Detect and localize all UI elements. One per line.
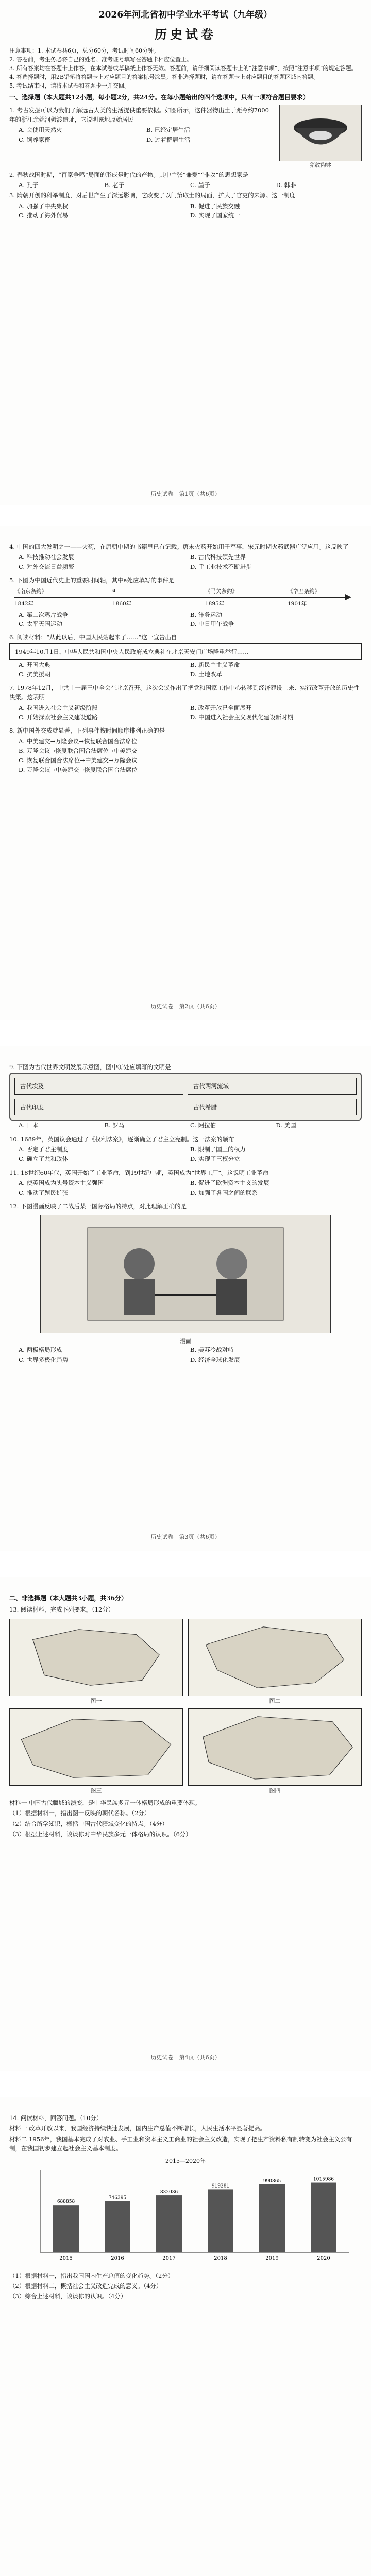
- question-4: 4. 中国的四大发明之一——火药，在唐朝中期的书籍里已有记载。唐末火药开始用于军事，宋元时期火药武器广泛应用。这反映了: [9, 543, 349, 550]
- bar: [259, 2184, 285, 2252]
- bar: [53, 2205, 79, 2252]
- option: A. 中美建交→万隆会议→恢复联合国合法席位: [19, 737, 138, 745]
- option: A. 开国大典: [19, 661, 50, 669]
- x-tick-label: 2018: [214, 2255, 227, 2261]
- question-ask: （2）根据材料二，概括社会主义改造完成的意义。（4分）: [9, 2282, 162, 2290]
- option: C. 阿拉伯: [190, 1122, 216, 1129]
- notice-line: 4. 答选择题时，用2B铅笔将答题卡上对应题目的答案标号涂黑；答非选择题时，请在答题卡上对应题目的答题区域内答题。: [9, 74, 319, 81]
- option: D. 韩非: [276, 181, 296, 189]
- option: C. 墨子: [190, 181, 210, 189]
- question-9: 9. 下图为古代世界文明发展示意图，图中①处应填写的文明是: [9, 1063, 171, 1071]
- question-ask: （1）根据材料一，指出我国国内生产总值的变化趋势。（2分）: [9, 2272, 174, 2279]
- map-image: [188, 1619, 362, 1704]
- gdp-bar-chart: [9, 2165, 362, 2268]
- map-image: [188, 1708, 362, 1794]
- question-8: 8. 新中国外交成就显著，下列事件按时间顺序排列正确的是: [9, 727, 165, 735]
- option: C. 确立了共和政体: [19, 1155, 69, 1163]
- notice-block: [9, 46, 362, 90]
- timeline-year: 1842年: [14, 600, 34, 607]
- option: B. 罗马: [104, 1122, 125, 1129]
- option: A. 两极格局形成: [19, 1346, 62, 1354]
- map-caption: 图二: [269, 1697, 281, 1704]
- timeline: [9, 587, 362, 608]
- option: D. 加强了各国之间的联系: [190, 1189, 258, 1196]
- timeline-year: 1901年: [288, 600, 307, 607]
- option: B. 万隆会议→恢复联合国合法席位→中美建交: [19, 747, 138, 755]
- question-1: 1. 考古发掘可以为我们了解远古人类的生活提供重要依据。如图所示，这件器物出土于距今约7000年的浙江余姚河姆渡遗址，它说明该地原始居民: [9, 106, 269, 124]
- option: C. 恢复联合国合法席位→中美建交→万隆会议: [19, 756, 138, 764]
- data-label: 1015986: [313, 2177, 334, 2182]
- bar: [105, 2201, 130, 2252]
- question-2: 2. 春秋战国时期，“百家争鸣”局面的形成是时代的产物。其中主张“兼爱”“非攻”的思想家是: [9, 171, 248, 178]
- option: D. 土地改革: [190, 670, 223, 678]
- bar: [156, 2195, 182, 2252]
- page-footer: 历史试卷 第1页（共6页）: [150, 490, 221, 497]
- data-label: 832036: [160, 2189, 178, 2195]
- notice-line: 3. 所有答案均在答题卡上作答，在本试卷或草稿纸上作答无效。答题前，请仔细阅读答题卡上的“注意事项”，按照“注意事项”的规定答题。: [9, 65, 357, 72]
- option: A. 我国进入社会主义初级阶段: [19, 704, 98, 711]
- option: C. 饲养家畜: [19, 135, 50, 143]
- page-1: [0, 0, 371, 505]
- scroll-item: 古代印度: [14, 1099, 183, 1115]
- scroll-item: 古代希腊: [188, 1099, 357, 1115]
- page-footer: 历史试卷 第2页（共6页）: [150, 1003, 221, 1010]
- timeline-label: a: [112, 587, 116, 594]
- notice-line: 5. 考试结束时，请将本试卷和答题卡一并交回。: [9, 82, 130, 90]
- bar: [208, 2189, 233, 2252]
- option: B. 美苏冷战对峙: [190, 1346, 234, 1354]
- scroll-item: 古代埃及: [14, 1078, 183, 1094]
- cartoon-image: [40, 1215, 331, 1333]
- question-3: 3. 隋朝开创的科举制度，对后世产生了深远影响，它改变了以门第取士的局面，扩大了官吏的来源。这一制度: [9, 192, 296, 199]
- map-image: [9, 1619, 183, 1704]
- option: B. 老子: [104, 181, 125, 189]
- page-footer: 历史试卷 第3页（共6页）: [150, 1534, 221, 1540]
- page-footer: 历史试卷 第4页（共6页）: [150, 2054, 221, 2061]
- option: B. 已经定居生活: [146, 126, 190, 134]
- notice-line: 2. 答卷前，考生务必将自己的姓名、准考证号填写在答题卡相应位置上。: [9, 56, 192, 63]
- option: A. 科技推动社会发展: [19, 553, 74, 561]
- option: B. 促进了欧洲资本主义的发展: [190, 1179, 269, 1187]
- option: A. 使英国成为头号资本主义强国: [19, 1179, 104, 1187]
- page-5: [0, 2097, 371, 2576]
- option: D. 中国进入社会主义现代化建设新时期: [190, 714, 294, 721]
- image-caption: 漫画: [180, 1338, 191, 1345]
- timeline-year: 1860年: [112, 600, 132, 607]
- option: D. 手工业技术不断进步: [190, 563, 252, 570]
- option: D. 万隆会议→中美建交→恢复联合国合法席位: [19, 766, 138, 774]
- option: C. 太平天国运动: [19, 620, 62, 628]
- page-3: [0, 1046, 371, 1551]
- option: B. 限制了国王的权力: [190, 1145, 246, 1153]
- option: D. 实现了三权分立: [190, 1155, 240, 1163]
- bar: [311, 2182, 336, 2252]
- material-text: 材料二 1956年，我国基本完成了对农业、手工业和资本主义工商业的社会主义改造，实现了把生产资料私有制转变为社会主义公有制，在我国初步建立起社会主义基本制度。: [9, 2135, 352, 2153]
- option: D. 美国: [276, 1122, 296, 1129]
- option: C. 推动了海外贸易: [19, 212, 69, 219]
- timeline-label: 《马关条约》: [205, 588, 238, 595]
- option: B. 洋务运动: [190, 611, 222, 618]
- question-5: 5. 下图为中国近代史上的重要时间轴，其中a处应填写的事件是: [9, 577, 175, 584]
- map-grid: [9, 1619, 362, 1794]
- map-caption: 图三: [90, 1787, 102, 1794]
- scroll-item: 古代两河流域: [188, 1078, 357, 1094]
- question-6: 6. 阅读材料：“从此以后，中国人民站起来了……”这一宣告出自: [9, 634, 177, 641]
- option: B. 新民主主义革命: [190, 661, 240, 669]
- option: A. 加强了中央集权: [19, 202, 69, 210]
- option: D. 过着群居生活: [146, 135, 191, 143]
- option: D. 中日甲午战争: [190, 620, 234, 628]
- data-label: 990865: [263, 2178, 281, 2184]
- page-4: [0, 1577, 371, 2071]
- option: A. 否定了君主制度: [19, 1145, 69, 1153]
- material-box: 1949年10月1日，中华人民共和国中央人民政府成立典礼在北京天安门广场隆重举行……: [9, 643, 362, 660]
- question-13: 13. 阅读材料，完成下列要求。（12分）: [9, 1606, 114, 1614]
- chart-title: 2015—2020年: [165, 2157, 206, 2164]
- timeline-label: 《南京条约》: [14, 588, 47, 595]
- page-2: [0, 526, 371, 1020]
- material-text: 材料一 改革开放以来，我国经济持续快速发展，国内生产总值不断增长，人民生活水平显著提高。: [9, 2125, 266, 2132]
- timeline-label: 《辛丑条约》: [288, 588, 320, 595]
- option: D. 经济全球化发展: [190, 1355, 240, 1363]
- notice-line: 注意事项：1. 本试卷共6页，总分60分，考试时间60分钟。: [9, 47, 159, 54]
- question-ask: （3）综合上述材料，谈谈你的认识。（4分）: [9, 2293, 127, 2300]
- option: C. 抗美援朝: [19, 670, 50, 678]
- question-7: 7. 1978年12月，中共十一届三中全会在北京召开。这次会议作出了把党和国家工作中心转移到经济建设上来、实行改革开放的历史性决策。这表明: [9, 684, 360, 701]
- exam-title: 2026年河北省初中学业水平考试（九年级）: [98, 10, 273, 20]
- x-tick-label: 2020: [317, 2255, 330, 2261]
- x-tick-label: 2015: [59, 2255, 73, 2261]
- material-text: 材料一 中国古代疆域的演变，是中华民族多元一体格局形成的重要体现。: [9, 1799, 201, 1806]
- data-label: 688858: [57, 2199, 75, 2205]
- option: B. 促进了民族交融: [190, 202, 240, 210]
- option: C. 世界多极化趋势: [19, 1355, 69, 1363]
- section-heading: 一、选择题（本大题共12小题，每小题2分，共24分。在每小题给出的四个选项中，只有一项符合题目要求）: [9, 94, 309, 101]
- question-14: 14. 阅读材料，回答问题。（10分）: [9, 2114, 103, 2122]
- data-label: 746395: [108, 2195, 127, 2201]
- option: B. 古代科技领先世界: [190, 553, 246, 561]
- x-tick-label: 2016: [111, 2255, 124, 2261]
- section-heading: 二、非选择题（本大题共3小题，共36分）: [9, 1595, 128, 1602]
- option: C. 对外交流日益频繁: [19, 563, 74, 570]
- civilization-scroll: [9, 1073, 362, 1121]
- x-tick-label: 2019: [265, 2255, 279, 2261]
- pottery-image: [279, 105, 362, 161]
- question-ask: （3）根据上述材料，谈谈你对中华民族多元一体格局的认识。（6分）: [9, 1830, 192, 1838]
- option: C. 开始探索社会主义建设道路: [19, 714, 98, 721]
- option: A. 孔子: [19, 181, 39, 189]
- question-ask: （1）根据材料一，指出图一反映的朝代名称。（2分）: [9, 1809, 150, 1817]
- question-ask: （2）结合所学知识，概括中国古代疆域变化的特点。（4分）: [9, 1820, 168, 1827]
- map-caption: 图四: [269, 1787, 281, 1794]
- data-label: 919281: [211, 2183, 230, 2189]
- map-image: [9, 1708, 183, 1794]
- question-11: 11. 18世纪60年代，英国开始了工业革命，到19世纪中期，英国成为“世界工厂”。这说明工业革命: [9, 1168, 269, 1176]
- map-caption: 图一: [90, 1697, 102, 1704]
- option: C. 推动了殖民扩张: [19, 1189, 69, 1196]
- image-caption: 猪纹陶钵: [310, 162, 331, 168]
- option: A. 日本: [19, 1122, 39, 1129]
- timeline-year: 1895年: [205, 600, 225, 607]
- question-12: 12. 下图漫画反映了二战后某一国际格局的特点，对此理解正确的是: [9, 1202, 187, 1210]
- question-10: 10. 1689年，英国议会通过了《权利法案》，逐渐确立了君主立宪制。这一法案的颁布: [9, 1135, 234, 1143]
- option: B. 改革开放已全面展开: [190, 704, 252, 711]
- option: A. 第二次鸦片战争: [19, 611, 69, 618]
- subject-title: 历史试卷: [155, 27, 216, 42]
- option: D. 实现了国家统一: [190, 212, 240, 219]
- x-tick-label: 2017: [162, 2255, 176, 2261]
- option: A. 会使用天然火: [19, 126, 62, 134]
